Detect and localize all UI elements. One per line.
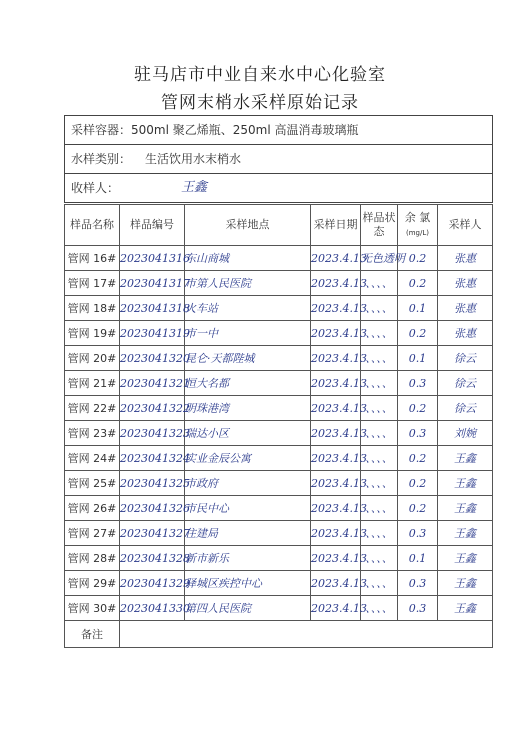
header-chlorine-label: 余 氯 <box>404 210 431 224</box>
sample-location: 明珠港湾 <box>185 396 311 421</box>
sample-date: 2023.4.13 <box>311 346 361 371</box>
header-code: 样品编号 <box>120 205 185 246</box>
sampling-table <box>64 204 493 648</box>
table-row <box>65 596 493 621</box>
sampler-signature: 王鑫 <box>438 496 493 521</box>
table-row <box>65 471 493 496</box>
table-row <box>65 296 493 321</box>
header-chlorine <box>398 205 438 246</box>
sample-location: 住建局 <box>185 521 311 546</box>
sampler-signature: 王鑫 <box>438 596 493 621</box>
sample-date: 2023.4.13 <box>311 396 361 421</box>
sampler-signature: 徐云 <box>438 396 493 421</box>
sample-date: 2023.4.13 <box>311 496 361 521</box>
sample-state: 、、、、 <box>361 446 398 471</box>
sampler-signature: 张惠 <box>438 246 493 271</box>
table-row <box>65 321 493 346</box>
sample-name: 管网 19# <box>65 321 120 346</box>
container-row <box>65 116 492 145</box>
lab-title: 驻马店市中业自来水中心化验室 <box>134 65 386 85</box>
receiver-row <box>65 174 492 203</box>
sampler-signature: 张惠 <box>438 296 493 321</box>
residual-chlorine: 0.3 <box>398 421 438 446</box>
sample-location: 瑞达小区 <box>185 421 311 446</box>
record-title: 管网末梢水采样原始记录 <box>161 93 359 113</box>
sample-date: 2023.4.13 <box>311 596 361 621</box>
sample-state: 、、、、 <box>361 271 398 296</box>
sample-code: 2023041316 <box>120 246 185 271</box>
table-row <box>65 271 493 296</box>
water-type-label: 水样类别： <box>71 152 132 166</box>
sample-code: 2023041325 <box>120 471 185 496</box>
sample-state: 、、、、 <box>361 521 398 546</box>
container-label: 采样容器： <box>71 123 132 137</box>
sample-code: 2023041328 <box>120 546 185 571</box>
sample-date: 2023.4.13 <box>311 371 361 396</box>
sample-location: 火车站 <box>185 296 311 321</box>
header-name: 样品名称 <box>65 205 120 246</box>
sample-state: 、、、、 <box>361 371 398 396</box>
sample-location: 市第人民医院 <box>185 271 311 296</box>
sample-date: 2023.4.13 <box>311 246 361 271</box>
remark-content <box>120 621 493 648</box>
table-row <box>65 396 493 421</box>
info-box <box>64 115 493 203</box>
sample-code: 2023041319 <box>120 321 185 346</box>
residual-chlorine: 0.2 <box>398 321 438 346</box>
sample-name: 管网 21# <box>65 371 120 396</box>
sample-code: 2023041324 <box>120 446 185 471</box>
sample-location: 新市新乐 <box>185 546 311 571</box>
sample-name: 管网 28# <box>65 546 120 571</box>
table-row <box>65 521 493 546</box>
sample-location: 第四人民医院 <box>185 596 311 621</box>
sample-state: 、、、、 <box>361 496 398 521</box>
sample-name: 管网 16# <box>65 246 120 271</box>
residual-chlorine: 0.2 <box>398 396 438 421</box>
receiver-signature: 王鑫 <box>181 180 208 195</box>
sample-code: 2023041329 <box>120 571 185 596</box>
header-date: 采样日期 <box>311 205 361 246</box>
sample-location: 市政府 <box>185 471 311 496</box>
sample-state: 、、、、 <box>361 421 398 446</box>
sample-date: 2023.4.13 <box>311 421 361 446</box>
sample-name: 管网 20# <box>65 346 120 371</box>
sample-date: 2023.4.13 <box>311 446 361 471</box>
sample-code: 2023041322 <box>120 396 185 421</box>
remark-row <box>65 621 493 648</box>
sample-location: 实业金辰公寓 <box>185 446 311 471</box>
sampler-signature: 张惠 <box>438 271 493 296</box>
header-location: 采样地点 <box>185 205 311 246</box>
sample-code: 2023041327 <box>120 521 185 546</box>
sampler-signature: 王鑫 <box>438 521 493 546</box>
sample-code: 2023041317 <box>120 271 185 296</box>
sample-date: 2023.4.13 <box>311 471 361 496</box>
sample-name: 管网 25# <box>65 471 120 496</box>
residual-chlorine: 0.1 <box>398 346 438 371</box>
sample-date: 2023.4.13 <box>311 546 361 571</box>
sampler-signature: 王鑫 <box>438 571 493 596</box>
sampler-signature: 徐云 <box>438 371 493 396</box>
residual-chlorine: 0.2 <box>398 271 438 296</box>
sample-name: 管网 29# <box>65 571 120 596</box>
sample-name: 管网 22# <box>65 396 120 421</box>
receiver-label: 收样人： <box>71 181 120 195</box>
sample-code: 2023041326 <box>120 496 185 521</box>
container-value: 500ml 聚乙烯瓶、250ml 高温消毒玻璃瓶 <box>131 123 359 137</box>
sample-location: 恒大名都 <box>185 371 311 396</box>
sample-location: 市一中 <box>185 321 311 346</box>
residual-chlorine: 0.3 <box>398 571 438 596</box>
sampler-signature: 王鑫 <box>438 446 493 471</box>
sampler-signature: 刘婉 <box>438 421 493 446</box>
table-row <box>65 571 493 596</box>
sample-location: 市民中心 <box>185 496 311 521</box>
sample-name: 管网 26# <box>65 496 120 521</box>
sample-location: 东山商城 <box>185 246 311 271</box>
sampler-signature: 徐云 <box>438 346 493 371</box>
sample-state: 、、、、 <box>361 346 398 371</box>
sample-state: 、、、、 <box>361 321 398 346</box>
residual-chlorine: 0.3 <box>398 521 438 546</box>
residual-chlorine: 0.3 <box>398 371 438 396</box>
table-row <box>65 371 493 396</box>
residual-chlorine: 0.1 <box>398 546 438 571</box>
sample-name: 管网 18# <box>65 296 120 321</box>
sample-name: 管网 23# <box>65 421 120 446</box>
header-chlorine-unit: (mg/L) <box>406 228 429 237</box>
residual-chlorine: 0.2 <box>398 246 438 271</box>
sample-state: 、、、、 <box>361 596 398 621</box>
sampler-signature: 张惠 <box>438 321 493 346</box>
remark-label: 备注 <box>65 621 120 648</box>
residual-chlorine: 0.2 <box>398 471 438 496</box>
residual-chlorine: 0.2 <box>398 496 438 521</box>
sample-state: 、、、、 <box>361 296 398 321</box>
sample-location: 昆仑·天都陛城 <box>185 346 311 371</box>
sample-code: 2023041318 <box>120 296 185 321</box>
sample-code: 2023041320 <box>120 346 185 371</box>
sample-date: 2023.4.13 <box>311 296 361 321</box>
water-type-row <box>65 145 492 174</box>
sample-state: 、、、、 <box>361 546 398 571</box>
residual-chlorine: 0.1 <box>398 296 438 321</box>
sample-state: 无色透明 <box>361 246 398 271</box>
sample-location: 驿城区疾控中心 <box>185 571 311 596</box>
sampler-signature: 王鑫 <box>438 471 493 496</box>
table-row <box>65 346 493 371</box>
table-row <box>65 446 493 471</box>
sample-date: 2023.4.13 <box>311 271 361 296</box>
sample-code: 2023041330 <box>120 596 185 621</box>
sample-name: 管网 17# <box>65 271 120 296</box>
sample-date: 2023.4.13 <box>311 521 361 546</box>
sample-code: 2023041321 <box>120 371 185 396</box>
residual-chlorine: 0.3 <box>398 596 438 621</box>
table-header-row <box>65 205 493 246</box>
sample-state: 、、、、 <box>361 471 398 496</box>
header-state: 样品状态 <box>361 205 398 246</box>
table-row <box>65 496 493 521</box>
table-row <box>65 546 493 571</box>
sample-date: 2023.4.13 <box>311 321 361 346</box>
sample-name: 管网 27# <box>65 521 120 546</box>
sample-name: 管网 30# <box>65 596 120 621</box>
sample-code: 2023041323 <box>120 421 185 446</box>
sample-state: 、、、、 <box>361 571 398 596</box>
sample-state: 、、、、 <box>361 396 398 421</box>
sample-name: 管网 24# <box>65 446 120 471</box>
table-row <box>65 421 493 446</box>
header-sampler: 采样人 <box>438 205 493 246</box>
table-row <box>65 246 493 271</box>
sample-date: 2023.4.13 <box>311 571 361 596</box>
water-type-value: 生活饮用水末梢水 <box>145 152 242 166</box>
residual-chlorine: 0.2 <box>398 446 438 471</box>
sampler-signature: 王鑫 <box>438 546 493 571</box>
